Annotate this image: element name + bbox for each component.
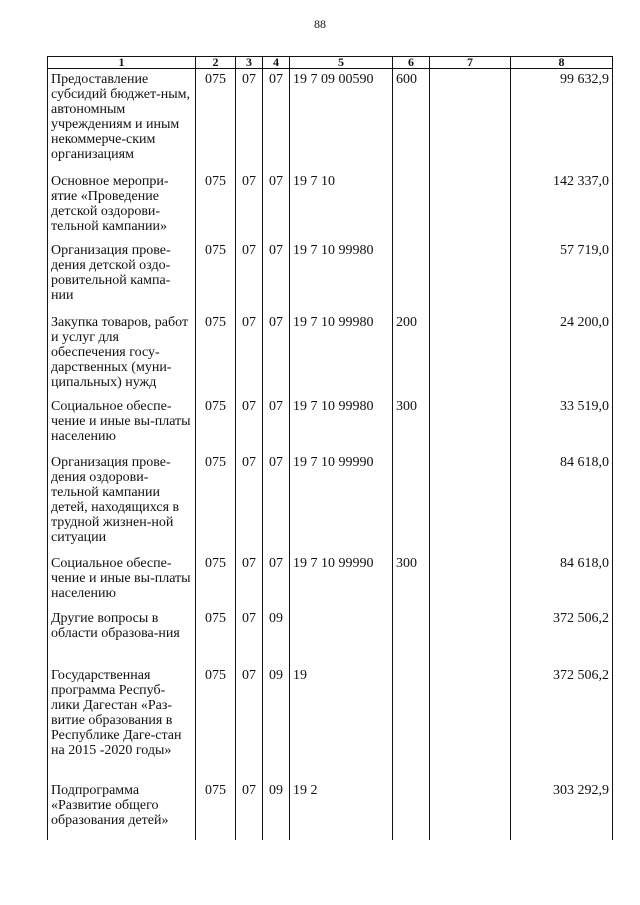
row-code-4: 07 [263, 69, 290, 171]
row-code-4: 07 [263, 171, 290, 240]
row-name: Организация прове-дения оздорови-тельной кампании детей, находящихся в трудной жизнен-ной ситуации [48, 452, 196, 553]
column-header-4: 4 [263, 57, 290, 69]
row-code-6: 300 [393, 396, 430, 452]
row-code-7 [430, 608, 511, 665]
row-code-3: 07 [236, 665, 263, 780]
budget-table [47, 56, 613, 840]
row-name: Закупка товаров, работ и услуг для обеспечения госу-дарственных (муни-ципальных) нужд [48, 312, 196, 396]
row-code-7 [430, 553, 511, 608]
page-number: 88 [314, 17, 326, 31]
column-header-5: 5 [290, 57, 393, 69]
row-code-4: 07 [263, 452, 290, 553]
row-code-2: 075 [196, 452, 236, 553]
row-name: Другие вопросы в области образова-ния [48, 608, 196, 665]
table-row [48, 608, 613, 665]
row-code-7 [430, 396, 511, 452]
row-code-3: 07 [236, 452, 263, 553]
row-code-7 [430, 780, 511, 840]
table-row [48, 240, 613, 312]
column-header-8: 8 [511, 57, 613, 69]
column-header-1: 1 [48, 57, 196, 69]
row-code-2: 075 [196, 171, 236, 240]
row-code-5: 19 7 09 00590 [290, 69, 393, 171]
row-code-6 [393, 665, 430, 780]
row-code-4: 07 [263, 240, 290, 312]
table-row [48, 171, 613, 240]
row-amount: 24 200,0 [511, 312, 613, 396]
row-code-2: 075 [196, 553, 236, 608]
column-header-7: 7 [430, 57, 511, 69]
row-code-2: 075 [196, 312, 236, 396]
table-header-row [48, 57, 613, 69]
row-code-5: 19 7 10 [290, 171, 393, 240]
row-code-2: 075 [196, 240, 236, 312]
row-code-7 [430, 240, 511, 312]
row-code-4: 09 [263, 665, 290, 780]
row-code-5: 19 7 10 99990 [290, 553, 393, 608]
row-code-6 [393, 452, 430, 553]
row-code-6: 600 [393, 69, 430, 171]
column-header-3: 3 [236, 57, 263, 69]
row-name: Организация прове-дения детской оздо-ровительной кампа-нии [48, 240, 196, 312]
row-name: Государственная программа Респуб-лики Дагестан «Раз-витие образования в Республике Даге-стан на 2015 -2020 годы» [48, 665, 196, 780]
table-row [48, 780, 613, 840]
row-amount: 372 506,2 [511, 608, 613, 665]
row-code-7 [430, 171, 511, 240]
row-code-7 [430, 312, 511, 396]
row-name: Социальное обеспе-чение и иные вы-платы населению [48, 553, 196, 608]
row-code-3: 07 [236, 240, 263, 312]
row-code-5: 19 7 10 99980 [290, 312, 393, 396]
row-code-5: 19 2 [290, 780, 393, 840]
row-amount: 99 632,9 [511, 69, 613, 171]
row-code-6: 200 [393, 312, 430, 396]
row-code-4: 07 [263, 312, 290, 396]
row-name: Социальное обеспе-чение и иные вы-платы населению [48, 396, 196, 452]
table-row [48, 312, 613, 396]
row-code-4: 07 [263, 396, 290, 452]
row-code-6 [393, 240, 430, 312]
row-code-3: 07 [236, 69, 263, 171]
row-amount: 57 719,0 [511, 240, 613, 312]
row-amount: 33 519,0 [511, 396, 613, 452]
row-code-3: 07 [236, 608, 263, 665]
table-row [48, 452, 613, 553]
row-code-6: 300 [393, 553, 430, 608]
column-header-2: 2 [196, 57, 236, 69]
table-row [48, 665, 613, 780]
row-name: Основное меропри-ятие «Проведение детской оздорови-тельной кампании» [48, 171, 196, 240]
row-code-2: 075 [196, 396, 236, 452]
row-code-6 [393, 171, 430, 240]
row-code-3: 07 [236, 396, 263, 452]
row-code-7 [430, 452, 511, 553]
row-amount: 303 292,9 [511, 780, 613, 840]
table-row [48, 69, 613, 171]
row-code-7 [430, 69, 511, 171]
row-code-7 [430, 665, 511, 780]
row-code-6 [393, 780, 430, 840]
row-amount: 84 618,0 [511, 553, 613, 608]
row-code-3: 07 [236, 171, 263, 240]
row-amount: 142 337,0 [511, 171, 613, 240]
row-code-5: 19 7 10 99990 [290, 452, 393, 553]
row-code-5: 19 7 10 99980 [290, 240, 393, 312]
row-code-2: 075 [196, 665, 236, 780]
row-code-2: 075 [196, 69, 236, 171]
row-amount: 372 506,2 [511, 665, 613, 780]
column-header-6: 6 [393, 57, 430, 69]
row-code-4: 09 [263, 780, 290, 840]
row-code-2: 075 [196, 780, 236, 840]
row-name: Предоставление субсидий бюджет-ным, автономным учреждениям и иным некоммерче-ским организациям [48, 69, 196, 171]
row-code-2: 075 [196, 608, 236, 665]
row-code-4: 09 [263, 608, 290, 665]
row-name: Подпрограмма «Развитие общего образования детей» [48, 780, 196, 840]
row-code-4: 07 [263, 553, 290, 608]
row-code-5: 19 7 10 99980 [290, 396, 393, 452]
row-amount: 84 618,0 [511, 452, 613, 553]
row-code-5: 19 [290, 665, 393, 780]
row-code-3: 07 [236, 312, 263, 396]
row-code-3: 07 [236, 780, 263, 840]
table-row [48, 396, 613, 452]
row-code-5 [290, 608, 393, 665]
row-code-3: 07 [236, 553, 263, 608]
row-code-6 [393, 608, 430, 665]
table-row [48, 553, 613, 608]
